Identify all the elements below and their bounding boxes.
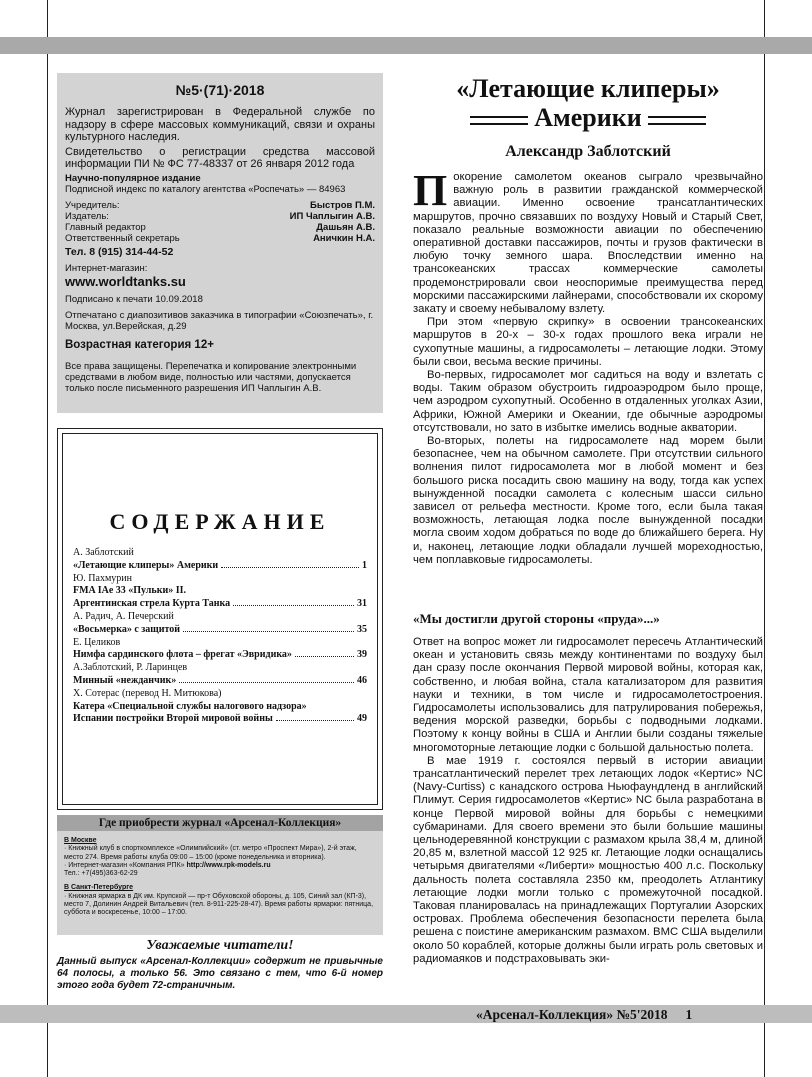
city-moscow: В Москве <box>64 837 97 844</box>
staff-row: Главный редактор Дашьян А.В. <box>65 221 375 233</box>
top-band <box>0 37 812 54</box>
contents-box <box>57 428 383 810</box>
rights-text: Все права защищены. Перепечатка и копирование электронными средствами в любом виде, полностью или частями, допускается только после письменного разрешения ИП Чаплыгин А.В. <box>65 360 357 394</box>
right-margin-line <box>764 0 765 1077</box>
moscow-shop: · Интернет-магазин «Компания РПК» http://www.rpk-models.ru <box>64 861 271 869</box>
certificate-text: Свидетельство о регистрации средства массовой информации ПИ № ФС 77-48337 от 26 января 2012 года <box>65 145 375 170</box>
article-body-part2 <box>413 636 763 966</box>
registration-text: Журнал зарегистрирован в Федеральной службе по надзору в сфере массовых коммуникаций, связи и охраны культурного наследия. <box>65 106 375 143</box>
printed-info: Отпечатано с диапозитивов заказчика в типографии «Союзпечать», г. Москва, ул.Верейская, д.29 <box>65 309 374 332</box>
shop-label: Интернет-магазин: <box>65 262 148 274</box>
left-margin-line <box>47 0 48 1077</box>
subscription-index: Подписной индекс по каталогу агентства «Роспечать» — 84963 <box>65 183 346 195</box>
paragraph: Покорение самолетом океанов сыграло чрезвычайно важную роль в развитии гражданской коммерческой авиации. Именно освоение трансатлантических маршрутов, прочно связавших по воздуху Новый и Старый Свет, показало реальные возможности авиации по обеспечению оперативной доставки пассажиров, почты и грузов фактически в любую точку земного шара. Впоследствии именно на трансокеанских трассах коммерческие самолеты продемонстрировали свои неоспоримые преимущества перед морскими пассажирскими лайнерами, способствовали их скорому закату и своему небывалому взлету. <box>413 166 763 316</box>
readers-title: Уважаемые читатели! <box>146 938 294 953</box>
toc-article[interactable]: «Восьмерка» с защитой 35 <box>73 623 367 635</box>
article-subhead: «Мы достигли другой стороны «пруда»...» <box>413 611 660 626</box>
contents-title: СОДЕРЖАНИЕ <box>109 509 331 534</box>
staff-row: Учредитель: Быстров П.М. <box>65 199 375 211</box>
where-to-buy-body <box>64 837 377 918</box>
toc-article[interactable]: FMA IAe 33 «Пульки» II. <box>73 585 187 597</box>
moscow-club: · Книжный клуб в спорткомплексе «Олимпийский» (ст. метро «Проспект Мира»), 2-й этаж, место 274. Время работы клуба 09:00 – 15:00 (кроме понедельника и вторника). <box>64 845 357 861</box>
moscow-phone: Тел.: +7(495)363-62-29 <box>64 870 138 878</box>
paragraph: В мае 1919 г. состоялся первый в истории авиации трансатлантический перелет трех летающих лодок «Кертис» NC (Navy-Curtiss) с канадского острова Ньюфаундленд в английский Плимут. Серия гидросамолетов «Кертис» NC была разработана в конце Первой мировой войны для борьбы с немецкими субмаринами. Для своего времени это были большие машины цельнодеревянной конструкции с размахом крыла 38,4 м, длиной 20,85 м, взлетной массой 12 925 кг. Летающие лодки оснащались четырьмя двигателями «Либерти» мощностью 400 л.с. Поскольку дальность полета составляла 2350 км, преодолеть Атлантику летающие лодки могли только с промежуточной посадкой. Таковая планировалась на принадлежащих Португалии Азорских островах. Проблема обеспечения безопасности перелета была решена с поистине американским размахом. ВМС США выделили около 50 кораблей, которые должны были играть роль световых и радиомаяков и подстраховывать эки- <box>413 754 763 965</box>
signed-date: Подписано к печати 10.09.2018 <box>65 293 203 305</box>
page-number: 1 <box>685 1007 693 1022</box>
article-body-part1 <box>413 166 763 567</box>
where-to-buy-box <box>57 815 383 935</box>
paragraph: Во-вторых, полеты на гидросамолете над морем были безопаснее, чем на обычном самолете. При отсутствии сильного волнения пилот гидросамолета мог в любой момент и без большого риска посадить свою машину на воду, тогда как успех вынужденной посадки самолета с колесным шасси сильно зависел от рельефа местности. Кроме того, если была такая возможность, летающая лодка после вынужденной посадки могла своим ходом добраться по воде до ближайшего берега. Ну и, наконец, летающие лодки обладали лучшей мореходностью, чем поплавковые гидросамолеты. <box>413 435 763 566</box>
toc-author: А.Заблотский, Р. Ларинцев <box>73 662 188 674</box>
toc-author: Ю. Пахмурин <box>73 572 132 584</box>
article-title: «Летающие клиперы» Америки <box>456 74 720 132</box>
toc-article[interactable]: «Летающие клиперы» Америки 1 <box>73 559 367 571</box>
phone: Тел. 8 (915) 314-44-52 <box>65 245 174 258</box>
issue-number: №5·(71)·2018 <box>175 82 265 98</box>
shop-link[interactable]: www.worldtanks.su <box>65 273 186 289</box>
city-spb: В Санкт-Петербурге <box>64 884 134 892</box>
paragraph: При этом «первую скрипку» в освоении трансокеанских маршрутов в 20-х – 30-х годах прошлого века играли не сухопутные машины, а гидросамолеты – летающие лодки. Этому были свои, весьма веские причины. <box>413 316 763 368</box>
toc-article[interactable]: Аргентинская стрела Курта Танка 31 <box>73 598 367 610</box>
staff-row: Издатель: ИП Чаплыгин А.В. <box>65 210 375 222</box>
readers-text: Данный выпуск «Арсенал-Коллекции» содержит не привычные 64 полосы, а только 56. Это связано с тем, что 6-й номер этого года будет 72-страничным. <box>57 956 383 991</box>
paragraph: Ответ на вопрос может ли гидросамолет пересечь Атлантический океан и установить связь между континентами по воздуху был дан сразу после окончания Первой мировой войны, которая как, собственно, и любая война, стала катализатором для развития науки и техники, в том числе и гидросамолетостроения. Гидросамолеты использовались для патрулирования побережья, ведения морской разведки, борьбы с подводными лодками. Поэтому к концу войны в США и Англии были созданы тяжелые многомоторные летающие лодки с большой дальностью полета. <box>413 636 763 754</box>
toc-article[interactable]: Минный «нежданчик» 46 <box>73 674 367 686</box>
toc-author: Е. Целиков <box>73 636 121 648</box>
article-author: Александр Заблотский <box>505 143 671 160</box>
title-rule-right <box>648 116 706 125</box>
title-rule-left <box>470 116 528 125</box>
toc-list <box>73 547 367 726</box>
footer-title: «Арсенал-Коллекция» №5'2018 <box>476 1007 668 1022</box>
toc-article[interactable]: Испании постройки Второй мировой войны 49 <box>73 713 367 725</box>
toc-author: А. Радич, А. Печерский <box>73 610 174 622</box>
staff-row: Ответственный секретарь Аничкин Н.А. <box>65 232 375 244</box>
page-footer <box>476 1007 692 1023</box>
rpk-link[interactable]: http://www.rpk-models.ru <box>186 861 271 869</box>
toc-author: А. Заблотский <box>73 547 134 558</box>
toc-article[interactable]: Катера «Специальной службы налогового надзора» <box>73 700 307 712</box>
age-category: Возрастная категория 12+ <box>65 338 214 351</box>
where-to-buy-title: Где приобрести журнал «Арсенал-Коллекция» <box>57 815 383 831</box>
edition-type: Научно-популярное издание <box>65 172 201 184</box>
imprint-box <box>57 73 383 413</box>
contents-inner-frame <box>62 433 378 805</box>
toc-article[interactable]: Нимфа сардинского флота – фрегат «Эвридика» 39 <box>73 649 367 661</box>
toc-author: Х. Сотерас (перевод Н. Митюкова) <box>73 687 222 699</box>
drop-cap: П <box>413 166 448 215</box>
paragraph: Во-первых, гидросамолет мог садиться на воду и взлетать с воды. Таким образом обустроить гидроаэродром было проще, чем аэродром сухопутный. Особенно в отдаленных уголках Азии, Африки, Южной Америки и Океании, где обычные аэродромы отсутствовали, но зато в избытке имелись водные акватории. <box>413 369 763 434</box>
spb-fair: · Книжная ярмарка в ДК им. Крупской — пр-т Обуховской обороны, д. 105, Синий зал (КП-3), место 7, Долинин Андрей Витальевич (тел. 8-911-225-28-47). Время работы ярмарки: пятница, суббота и воскресенье, 10:00 – 17:00. <box>64 892 374 917</box>
